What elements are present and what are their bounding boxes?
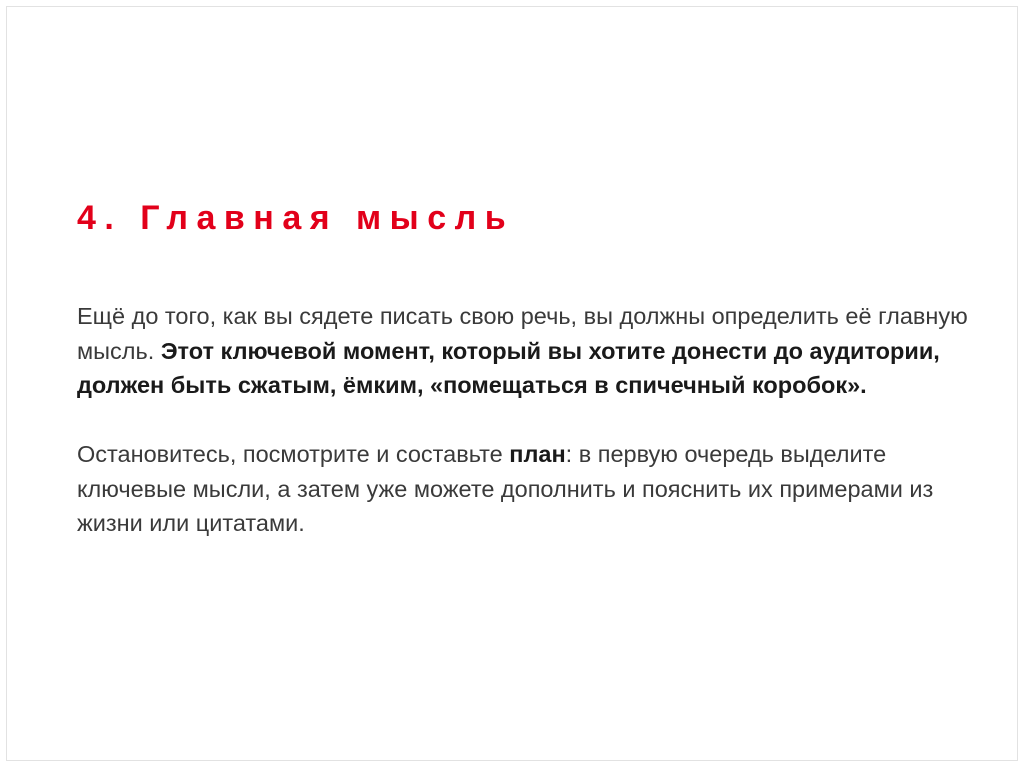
paragraph-main-idea	[77, 299, 977, 403]
paragraph-2-text-before: Остановитесь, посмотрите и составьте	[77, 441, 510, 467]
slide-body	[77, 299, 977, 541]
paragraph-1-text: Ещё до того, как вы сядете писать свою речь, вы должны определить её главную мысль.	[77, 303, 968, 364]
slide-title: 4. Главная мысль	[77, 199, 515, 237]
paragraph-2-text-after: : в первую очередь выделите ключевые мысли, а затем уже можете дополнить и пояснить их примерами из жизни или цитатами.	[77, 441, 934, 536]
paragraph-2-bold-word: план	[509, 441, 566, 467]
paragraph-plan	[77, 437, 977, 541]
paragraph-1-bold-text: Этот ключевой момент, который вы хотите донести до аудитории, должен быть сжатым, ёмким, «помещаться в спичечный коробок».	[77, 337, 940, 398]
